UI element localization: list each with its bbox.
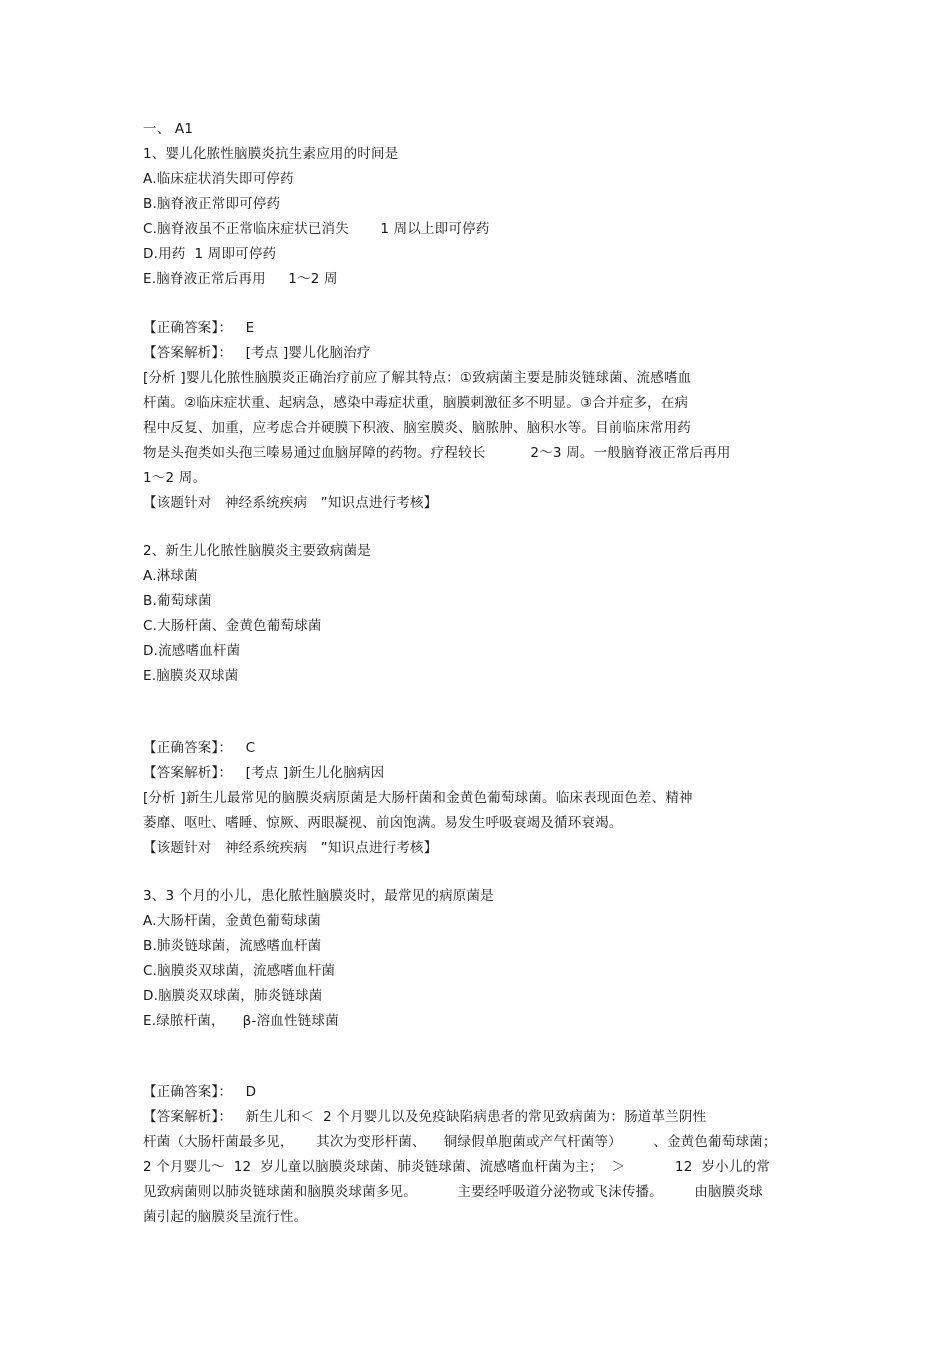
q3-option-c: C.脑膜炎双球菌，流感嗜血杆菌	[143, 963, 336, 979]
q1-option-a: A.临床症状消失即可停药	[143, 171, 294, 187]
q2-analysis-label: 【答案解析】： [考点 ]新生儿化脑病因	[143, 765, 385, 781]
q1-option-c: C.脑脊液虽不正常临床症状已消失 1 周以上即可停药	[143, 221, 490, 237]
q3-analysis-line: 菌引起的脑膜炎呈流行性。	[143, 1209, 308, 1225]
q2-option-c: C.大肠杆菌、金黄色葡萄球菌	[143, 618, 322, 634]
q3-analysis-line: 杆菌（大肠杆菌最多见， 其次为变形杆菌、 铜绿假单胞菌或产气杆菌等） 、金黄色葡萄球菌；	[143, 1134, 777, 1150]
q2-option-a: A.淋球菌	[143, 568, 198, 584]
q1-option-d: D.用药 1 周即可停药	[143, 246, 277, 262]
q3-stem: 3、3 个月的小儿，患化脓性脑膜炎时，最常见的病原菌是	[143, 888, 494, 904]
q1-analysis-line: [分析 ]婴儿化脓性脑膜炎正确治疗前应了解其特点：①致病菌主要是肺炎链球菌、流感嗜血	[143, 370, 692, 386]
q2-option-d: D.流感嗜血杆菌	[143, 643, 241, 659]
q3-analysis-line: 2 个月婴儿～ 12 岁儿童以脑膜炎球菌、肺炎链球菌、流感嗜血杆菌为主； ＞ 12 岁小儿的常	[143, 1159, 770, 1175]
q3-answer: 【正确答案】： D	[143, 1084, 257, 1100]
q1-analysis-line: 1～2 周。	[143, 470, 207, 486]
q2-answer: 【正确答案】： C	[143, 740, 256, 756]
section-heading: 一、 A1	[143, 121, 194, 137]
q3-option-b: B.肺炎链球菌，流感嗜血杆菌	[143, 938, 322, 954]
q3-analysis-line: 【答案解析】： 新生儿和＜ 2 个月婴儿以及免疫缺陷病患者的常见致病菌为：肠道革兰阴性	[143, 1109, 707, 1125]
q1-answer: 【正确答案】： E	[143, 320, 255, 336]
q2-analysis-line: [分析 ]新生儿最常见的脑膜炎病原菌是大肠杆菌和金黄色葡萄球菌。临床表现面色差、精神	[143, 790, 693, 806]
q3-option-d: D.脑膜炎双球菌，肺炎链球菌	[143, 988, 323, 1004]
q2-option-e: E.脑膜炎双球菌	[143, 668, 239, 684]
q1-note: 【该题针对 神经系统疾病 ”知识点进行考核】	[143, 495, 438, 511]
q1-option-b: B.脑脊液正常即可停药	[143, 196, 281, 212]
q1-analysis-line: 程中反复、加重，应考虑合并硬膜下积液、脑室膜炎、脑脓肿、脑积水等。目前临床常用药	[143, 420, 691, 436]
q1-analysis-label: 【答案解析】： [考点 ]婴儿化脑治疗	[143, 345, 371, 361]
q2-note: 【该题针对 神经系统疾病 ”知识点进行考核】	[143, 840, 438, 856]
q1-option-e: E.脑脊液正常后再用 1～2 周	[143, 271, 338, 287]
q2-option-b: B.葡萄球菌	[143, 593, 212, 609]
q1-stem: 1、婴儿化脓性脑膜炎抗生素应用的时间是	[143, 146, 399, 162]
q3-option-a: A.大肠杆菌，金黄色葡萄球菌	[143, 913, 322, 929]
q1-analysis-line: 物是头孢类如头孢三嗪易通过血脑屏障的药物。疗程较长 2～3 周。一般脑脊液正常后再用	[143, 445, 731, 461]
q2-analysis-line: 萎靡、呕吐、嗜睡、惊厥、两眼凝视、前囟饱满。易发生呼吸衰竭及循环衰竭。	[143, 815, 623, 831]
q3-option-e: E.绿脓杆菌， β-溶血性链球菌	[143, 1013, 339, 1029]
q1-analysis-line: 杆菌。②临床症状重、起病急，感染中毒症状重，脑膜刺激征多不明显。③合并症多，在病	[143, 395, 689, 411]
q3-analysis-line: 见致病菌则以肺炎链球菌和脑膜炎球菌多见。 主要经呼吸道分泌物或飞沫传播。 由脑膜炎球	[143, 1184, 763, 1200]
q2-stem: 2、新生儿化脓性脑膜炎主要致病菌是	[143, 543, 371, 559]
